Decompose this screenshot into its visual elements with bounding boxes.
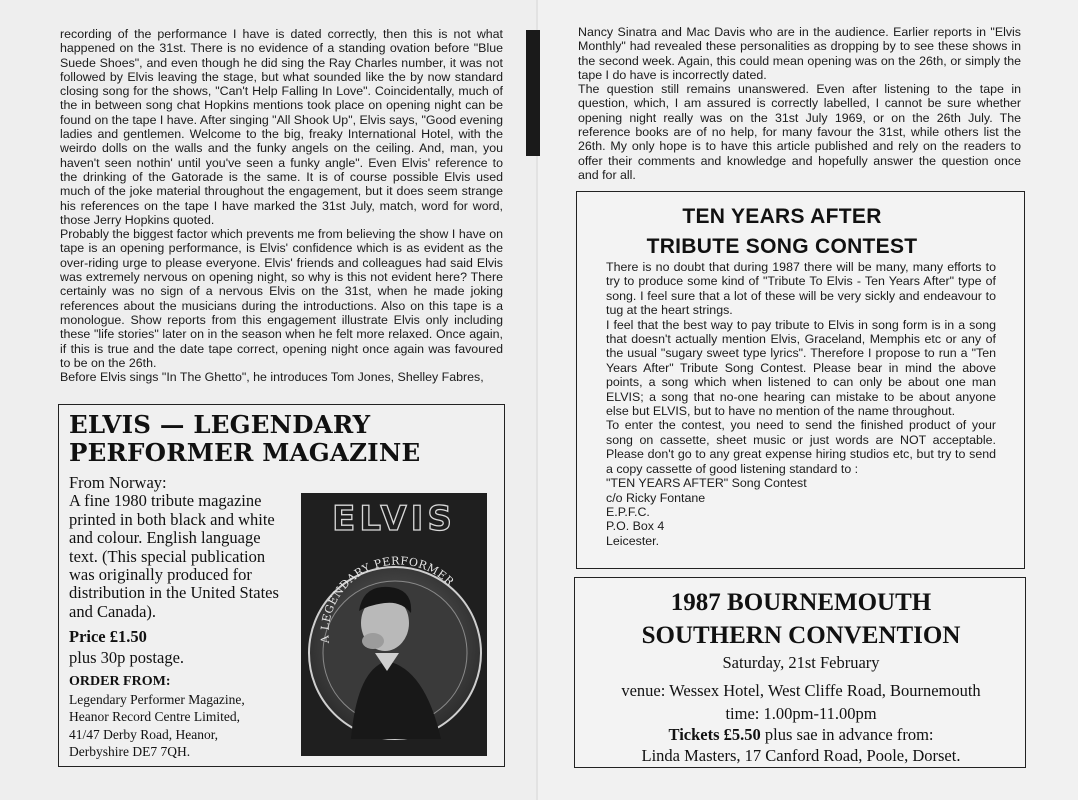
advert-title bbox=[69, 411, 420, 467]
contest-address-line: "TEN YEARS AFTER" Song Contest bbox=[606, 476, 807, 491]
order-address-line: Heanor Record Centre Limited, bbox=[69, 709, 240, 724]
contest-address bbox=[606, 476, 996, 548]
advert-desc-line: A fine 1980 tribute magazine bbox=[69, 491, 262, 511]
article-paragraph: Before Elvis sings "In The Ghetto", he introduces Tom Jones, Shelley Fabres, bbox=[60, 370, 484, 385]
contest-address-line: P.O. Box 4 bbox=[606, 519, 665, 534]
convention-tickets bbox=[575, 725, 1026, 745]
advert-desc-line: text. (This special publication bbox=[69, 546, 266, 566]
advert-desc-line: From Norway: bbox=[69, 473, 167, 492]
tickets-note: plus sae in advance from: bbox=[760, 725, 934, 744]
convention-venue: venue: Wessex Hotel, West Cliffe Road, Bournemouth bbox=[621, 681, 981, 700]
article-paragraph: Nancy Sinatra and Mac Davis who are in the audience. Earlier reports in "Elvis Monthly" had revealed these personalities as dropping by to see these shows in the second week. Again, this could mean opening was on the 26th, or simply the tape I do have is incorrectly dated. bbox=[578, 25, 1021, 82]
contest-paragraph: There is no doubt that during 1987 there will be many, many efforts to try to produce some kind of "Tribute To Elvis - Ten Years After" type of song. I feel sure that a lot of these will be very sickly and endeavour to tug at the heart strings. bbox=[606, 260, 996, 318]
convention-contact: Linda Masters, 17 Canford Road, Poole, Dorset. bbox=[641, 746, 961, 765]
advert-postage: plus 30p postage. bbox=[69, 648, 185, 667]
advert-order-info bbox=[69, 673, 245, 761]
right-article-text bbox=[578, 25, 1021, 182]
contest-paragraph: I feel that the best way to pay tribute to Elvis in song form is in a song that doesn't actually mention Elvis, Graceland, Memphis etc or any of the usual "sugary sweet type lyrics". Therefore I propose to run a "Ten Years After" Tribute Song Contest. Please bear in mind the above points, a song which when listened to can only be about one man ELVIS; a song that no-one hearing can mistake to be about anyone else but ELVIS, but to have no mention of the name throughout. bbox=[606, 317, 996, 419]
convention-date: Saturday, 21st February bbox=[722, 653, 880, 672]
contest-title-line: TRIBUTE SONG CONTEST bbox=[646, 235, 918, 258]
article-paragraph: The question still remains unanswered. Even after listening to the tape in question, which, I am assured is correctly labelled, I cannot be sure whether opening night really was on the 31st July 1969, or on the 26th July. The reference books are of no help, for many favour the 31st, while others list the 26th. My only hope is to have this article published and rely on the readers to offer their comments and knowledge and hopefully answer the question once and for all. bbox=[578, 82, 1021, 182]
contest-address-line: Leicester. bbox=[606, 533, 660, 548]
order-address-line: Derbyshire DE7 7QH. bbox=[69, 744, 191, 759]
convention-time: time: 1.00pm-11.00pm bbox=[725, 704, 877, 723]
contest-body bbox=[606, 260, 996, 548]
cover-title: ELVIS bbox=[332, 499, 456, 539]
elvis-magazine-advert bbox=[58, 404, 505, 767]
cover-arc-text: A LEGENDARY PERFORMER bbox=[318, 554, 457, 644]
contest-title bbox=[577, 202, 987, 262]
order-label: ORDER FROM: bbox=[69, 674, 171, 689]
advert-desc-line: distribution in the United States bbox=[69, 583, 279, 603]
advert-description bbox=[69, 474, 294, 621]
convention-notice bbox=[574, 577, 1026, 768]
magazine-cover-image bbox=[301, 493, 487, 756]
contest-address-line: E.P.F.C. bbox=[606, 504, 650, 519]
convention-title-line: 1987 BOURNEMOUTH bbox=[670, 589, 932, 616]
left-article-text bbox=[60, 27, 503, 384]
article-paragraph: Probably the biggest factor which prevents me from believing the show I have on tape is an opening performance, is Elvis' confidence which is as evident as the over-riding urge to please everyone. Elvis' friends and colleagues had said Elvis was extremely nervous on opening night, so why is this not evident here? There certainly was no sign of a nervous Elvis on the 31st, when he made joking references about the musicians during the introductions. Also on this tape is a monologue. Show reports from this engagement illustrate Elvis only including these "life stories" later on in the season when he felt more relaxed. Once again, if this is true and the date tape correct, opening night once again was favoured to be on the 26th. bbox=[60, 227, 503, 370]
page-edge-tab bbox=[526, 30, 540, 156]
contest-paragraph: To enter the contest, you need to send the finished product of your song on cassette, sheet music or just words are NOT acceptable. Please don't go to any great expense hiring studios etc, but try to send a copy cassette of good listening standard to : bbox=[606, 418, 996, 476]
advert-title-line: PERFORMER MAGAZINE bbox=[69, 438, 421, 467]
advert-desc-line: was originally produced for bbox=[69, 565, 252, 585]
tickets-price: Tickets £5.50 bbox=[668, 725, 761, 744]
advert-desc-line: printed in both black and white bbox=[69, 509, 275, 529]
contest-address-line: c/o Ricky Fontane bbox=[606, 490, 706, 505]
article-paragraph: recording of the performance I have is dated correctly, then this is not what happened on the 31st. There is no evidence of a standing ovation before "Blue Suede Shoes", and even though he did sing the Ray Charles number, it was not followed by Elvis leaving the stage, but what sounded like the by now standard closing song for the shows, "Can't Help Falling In Love". Coincidentally, much of the in between song chat Hopkins mentions took place on opening night can be found on the tape I have. After singing "All Shook Up", Elvis says, "Good evening ladies and gentlemen. Welcome to the big, freaky International Hotel, with the weirdo dolls on the walls and the funky angels on the ceiling. And, man, you haven't seen nothin' until you've seen a funky angle". Even Elvis' reference to the drinking of the Gatorade is the same. It is of course possible Elvis used much of the joke material throughout the engagement, but it does seem strange his references on the tape I have marked the 31st July, match, word for word, those Jerry Hopkins quoted. bbox=[60, 27, 504, 227]
order-address-line: 41/47 Derby Road, Heanor, bbox=[69, 726, 219, 742]
contest-title-line: TEN YEARS AFTER bbox=[682, 205, 882, 228]
convention-title bbox=[575, 586, 1026, 652]
song-contest-notice bbox=[576, 191, 1025, 569]
convention-title-line: SOUTHERN CONVENTION bbox=[641, 622, 961, 649]
advert-desc-line: and Canada). bbox=[69, 601, 157, 621]
advert-price: Price £1.50 bbox=[69, 627, 147, 646]
advert-desc-line: and colour. English language bbox=[69, 528, 261, 548]
advert-title-line: ELVIS — LEGENDARY bbox=[69, 410, 371, 439]
order-address-line: Legendary Performer Magazine, bbox=[69, 691, 245, 707]
